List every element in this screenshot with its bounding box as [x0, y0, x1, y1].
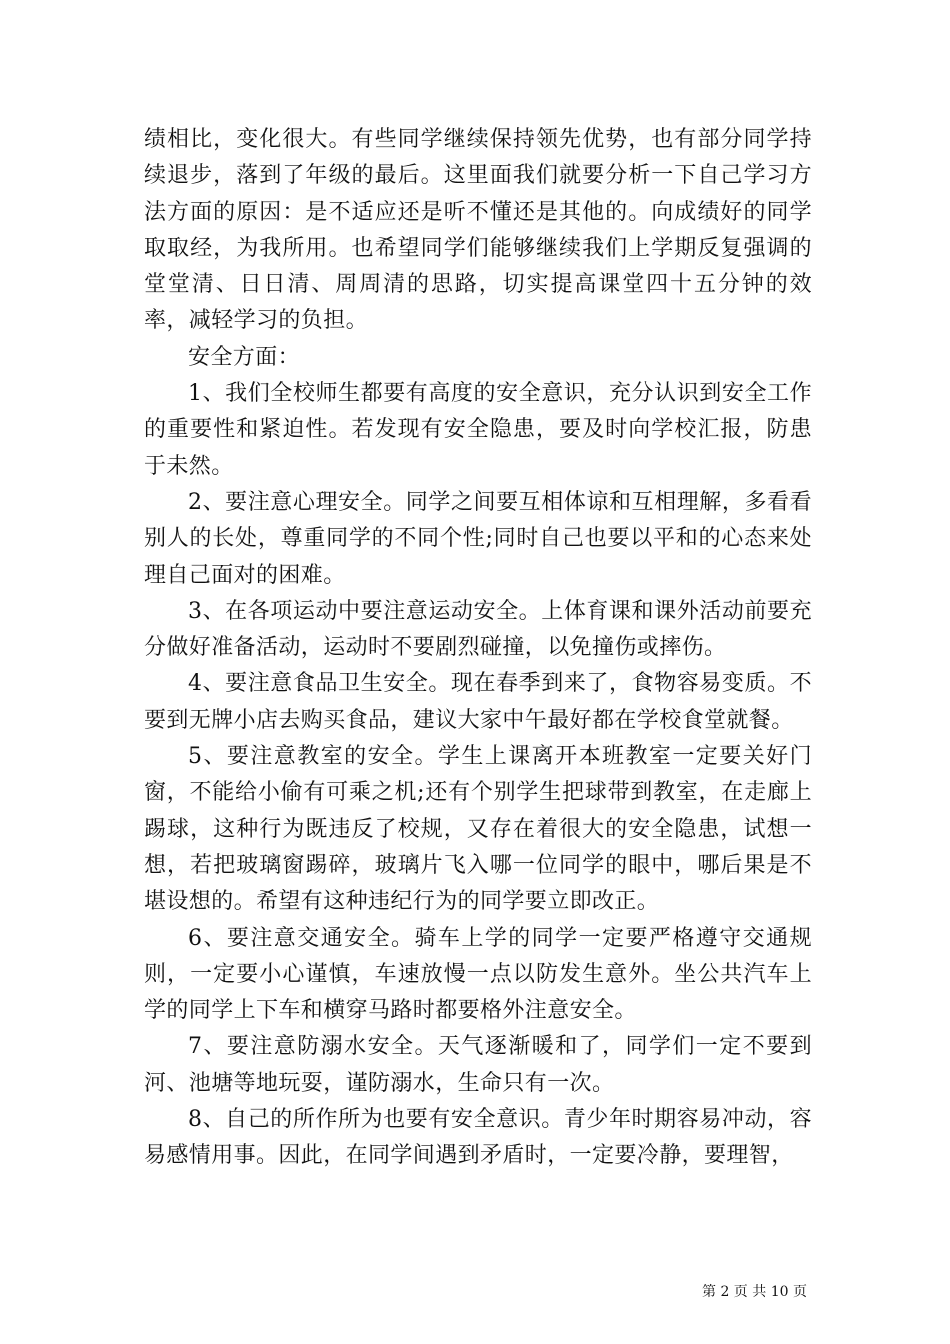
safety-item-5: 5、要注意教室的安全。学生上课离开本班教室一定要关好门窗，不能给小偷有可乘之机;还有个别学生把球带到教室，在走廊上踢球，这种行为既违反了校规，又存在着很大的安全隐患，试想一想，若把玻璃窗踢碎，玻璃片飞入哪一位同学的眼中，哪后果是不堪设想的。希望有这种违纪行为的同学要立即改正。: [144, 744, 812, 915]
safety-item-7: 7、要注意防溺水安全。天气逐渐暖和了，同学们一定不要到河、池塘等地玩耍，谨防溺水，生命只有一次。: [144, 1034, 812, 1096]
safety-heading: 安全方面：: [188, 344, 301, 370]
safety-item-4: 4、要注意食品卫生安全。现在春季到来了，食物容易变质。不要到无牌小店去购买食品，建议大家中午最好都在学校食堂就餐。: [144, 671, 812, 733]
safety-item-3: 3、在各项运动中要注意运动安全。上体育课和课外活动前要充分做好准备活动，运动时不要剧烈碰撞，以免撞伤或摔伤。: [144, 598, 812, 661]
page-number-footer: 第 2 页 共 10 页: [702, 1284, 807, 1300]
safety-item-6: 6、要注意交通安全。骑车上学的同学一定要严格遵守交通规则，一定要小心谨慎，车速放慢一点以防发生意外。坐公共汽车上学的同学上下车和横穿马路时都要格外注意安全。: [144, 925, 812, 1024]
safety-item-2: 2、要注意心理安全。同学之间要互相体谅和互相理解，多看看别人的长处，尊重同学的不同个性;同时自己也要以平和的心态来处理自己面对的困难。: [144, 489, 812, 588]
safety-item-8: 8、自己的所作所为也要有安全意识。青少年时期容易冲动，容易感情用事。因此，在同学间遇到矛盾时，一定要冷静，要理智，: [144, 1107, 812, 1169]
paragraph-study-continued: 绩相比，变化很大。有些同学继续保持领先优势，也有部分同学持续退步，落到了年级的最后。这里面我们就要分析一下自己学习方法方面的原因：是不适应还是听不懂还是其他的。向成绩好的同学取取经，为我所用。也希望同学们能够继续我们上学期反复强调的堂堂清、日日清、周周清的思路，切实提高课堂四十五分钟的效率，减轻学习的负担。: [144, 127, 812, 334]
safety-item-1: 1、我们全校师生都要有高度的安全意识，充分认识到安全工作的重要性和紧迫性。若发现有安全隐患，要及时向学校汇报，防患于未然。: [144, 381, 812, 479]
document-body: [144, 122, 812, 1175]
